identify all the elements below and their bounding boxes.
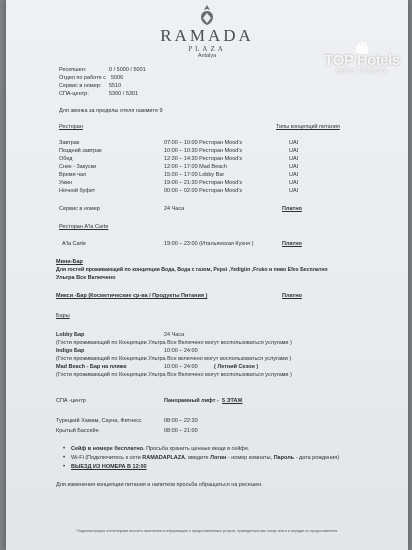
meal-name: Ужин	[59, 180, 73, 186]
minibar-line1: Для гостей проживающий по концепции Вода, Вода с газом, Pepsi ,Yedigün ,Fruko и пиво Efes Бесплатно	[56, 267, 328, 273]
mixibar-label: Микси -Бар (Косметические ср-ва / Продукты Питания )	[56, 293, 208, 299]
ramada-crest-icon	[196, 4, 218, 26]
meal-name: Поздний завтрак	[59, 148, 102, 154]
spa-facility-time: 08:00 – 21:00	[164, 428, 198, 434]
room-service-concept: Платно	[282, 206, 302, 212]
wifi-login: Логин	[210, 455, 227, 461]
lift-label: Панорамный лифт -	[164, 398, 219, 404]
bar-time: 24 Часа	[164, 332, 185, 338]
info-wifi	[71, 455, 339, 462]
meal-concept: UAI	[289, 148, 299, 154]
meal-time: 00:00 – 02:00 Ресторан Mood's	[164, 188, 243, 194]
spa-facility-name: Крытый Бассейн	[56, 428, 99, 434]
room-service-time: 24 Часа	[164, 206, 185, 212]
meal-time: 12:00 – 17:00 Mad Beach	[164, 164, 227, 170]
alacarte-time: 19:00 – 23:00 (Итальянская Кухня )	[164, 241, 254, 247]
bar-name: Mad Beach - Бар на пляже	[56, 364, 127, 370]
meal-concept: UAI	[289, 156, 299, 162]
meal-time: 15:00 – 17:00 Lobby Bar	[164, 172, 225, 178]
room-service-name: Сервис в номер	[59, 206, 100, 212]
bullet-icon: •	[63, 455, 66, 461]
info-safe-text: Просьба хранить ценные вещи в сейфе.	[144, 446, 250, 452]
bar-name: Indigo Бар	[56, 348, 85, 354]
meal-concept: UAI	[289, 164, 299, 170]
bullet-icon: •	[63, 464, 66, 470]
meal-time: 12:30 – 14:30 Ресторан Mood's	[164, 156, 243, 162]
bullet-icon: •	[63, 446, 66, 452]
alacarte-name: A'la Carte	[62, 241, 86, 247]
contact-reception-value: 0 / 5000 / 5001	[109, 67, 146, 73]
contact-guest-value: 5006	[111, 75, 124, 81]
info-safe	[71, 446, 250, 453]
meal-concept: UAI	[289, 188, 299, 194]
bar-note: (Гости проживающий по Концепции Ультра Все включено могут воспользоваться услугами )	[56, 356, 292, 362]
bar-name: Lobby Бар	[56, 332, 85, 338]
alacarte-heading: Ресторан A'la Carte	[59, 224, 109, 230]
concept-heading: Типы концепций питания	[276, 124, 340, 130]
bar-season: ( Летний Сезон )	[214, 364, 259, 370]
tophotels-watermark	[322, 40, 402, 75]
minibar-line2: Ультра Все Включено	[56, 275, 116, 281]
spa-heading: СПА -центр	[56, 398, 86, 404]
change-note: Для изменения концепции питания и напитков просьба обращаться на ресешен.	[56, 482, 263, 488]
wifi-network: RAMADAPLAZA	[142, 455, 186, 461]
brand-name: RAMADA	[160, 26, 254, 45]
lift-floor: 5 ЭТАЖ	[222, 398, 243, 404]
info-checkout: ВЫЕЗД ИЗ НОМЕРА В 12:00	[71, 464, 147, 470]
outside-call-note: Для звонка за пределы отеля нажмите 9	[59, 108, 163, 114]
restaurant-heading: Ресторан	[59, 124, 83, 130]
minibar-heading: Мини-Бар	[56, 259, 83, 265]
meal-name: Снек - Закуски	[59, 164, 97, 170]
meal-time: 10:00 – 10:30 Ресторан Mood's	[164, 148, 243, 154]
wifi-text-4: - дата рождения)	[294, 455, 340, 461]
bar-note: (Гости проживающий по Концепции Ультра Все Включено могут воспользоваться услугами )	[56, 340, 292, 346]
bar-time: 10:00 – 24:00	[164, 364, 198, 370]
meal-concept: UAI	[289, 180, 299, 186]
info-sheet	[6, 0, 408, 550]
meal-time: 19:00 – 21:30 Ресторан Mood's	[164, 180, 243, 186]
meal-concept: UAI	[289, 172, 299, 178]
contact-guest-label: Отдел по работе с	[59, 75, 107, 81]
contact-spa-label: СПА-центр:	[59, 91, 89, 97]
brand-sub: PLAZA	[188, 45, 226, 53]
wifi-text-1: Wi-Fi (Подключитесь к сети	[71, 455, 143, 461]
info-safe-bold: Сейф в номере бесплатно.	[71, 446, 145, 452]
contact-reception-label: Ресепшен:	[59, 67, 87, 73]
mixibar-concept: Платно	[282, 293, 302, 299]
contact-roomservice-label: Сервис в номер:	[59, 83, 102, 89]
meal-name: Время чая	[59, 172, 86, 178]
watermark-title: TOP Hotels	[324, 52, 400, 69]
wifi-text-2: , введите	[185, 455, 211, 461]
brand-city: Antalya	[197, 53, 217, 59]
spa-facility-time: 08:00 – 22:30	[164, 418, 198, 424]
meal-concept: UAI	[289, 140, 299, 146]
alacarte-concept: Платно	[282, 241, 302, 247]
footnote: **Администрация отеля вправе вносить изменения в информацию о предоставляемых услугах, приведенную вас конце книги и порядке их предоставления	[76, 529, 338, 533]
contact-roomservice-value: 5510	[109, 83, 122, 89]
meal-name: Завтрак	[59, 140, 80, 146]
meal-name: Ночной буфет	[59, 188, 96, 194]
meal-name: Обед	[59, 156, 73, 162]
bars-heading: Бары	[56, 313, 70, 319]
bar-time: 10:00 – 24:00	[164, 348, 198, 354]
contact-spa-value: 5300 / 5301	[109, 91, 139, 97]
bar-note: (Гости проживающий по Концепции Ультра Все Включено могут воспользоваться услугами )	[56, 372, 292, 378]
wifi-password: Пароль	[273, 455, 295, 461]
watermark-subtitle: ФОТО ТУРИСТА	[335, 69, 389, 75]
spa-facility-name: Турецкий Хамам, Сауна, Фитнесс	[56, 418, 142, 424]
wifi-text-3: - номер комнаты,	[226, 455, 274, 461]
meal-time: 07:00 – 10:00 Ресторан Mood's	[164, 140, 243, 146]
